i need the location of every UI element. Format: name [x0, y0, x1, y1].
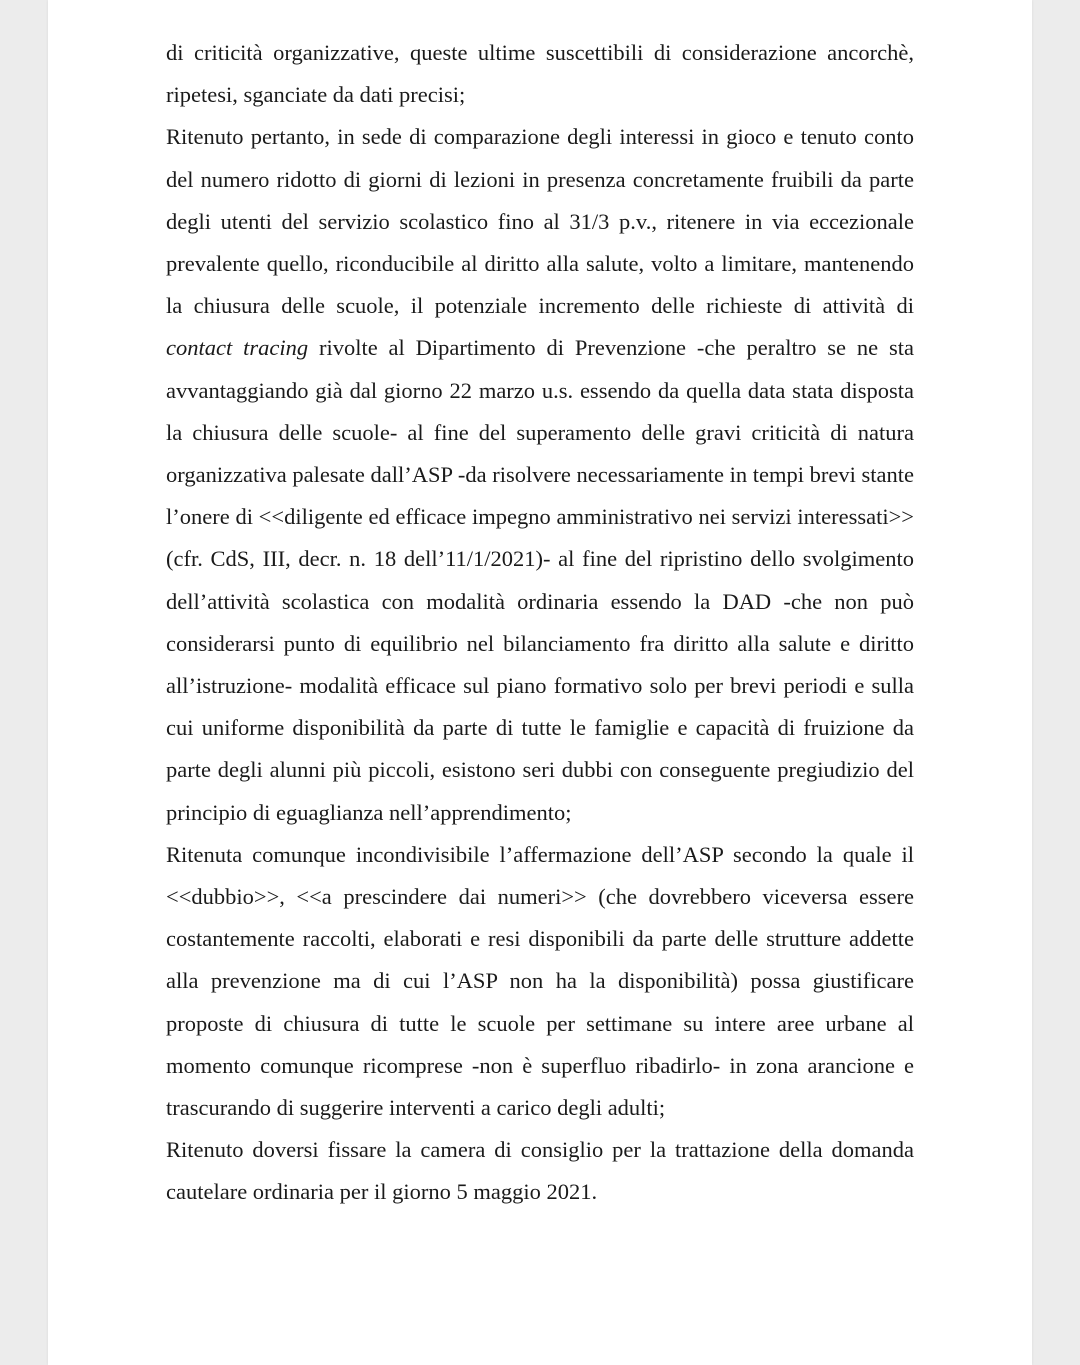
paragraph-2-text-after: rivolte al Dipartimento di Prevenzione -che peraltro se ne sta avvantaggiando già dal giorno 22 marzo u.s. essendo da quella data stata disposta la chiusura delle scuole- al fine del superamento delle gravi criticità di natura organizzativa palesate dall’ASP -da risolvere necessariamente in tempi brevi stante l’onere di <<diligente ed efficace impegno amministrativo nei servizi interessati>> (cfr. CdS, III, decr. n. 18 dell’11/1/2021)- al fine del ripristino dello svolgimento dell’attività scolastica con modalità ordinaria essendo la DAD -che non può considerarsi punto di equilibrio nel bilanciamento fra diritto alla salute e diritto all’istruzione- modalità efficace sul piano formativo solo per brevi periodi e sulla cui uniforme disponibilità da parte di tutte le famiglie e capacità di fruizione da parte degli alunni più piccoli, esistono seri dubbi con conseguente pregiudizio del principio di eguaglianza nell’apprendimento; — [166, 335, 914, 825]
paragraph-1: di criticità organizzative, queste ultime suscettibili di considerazione ancorchè, ripetesi, sganciate da dati precisi; — [166, 40, 914, 108]
paragraph-2-text-before: Ritenuto pertanto, in sede di comparazione degli interessi in gioco e tenuto conto del numero ridotto di giorni di lezioni in presenza concretamente fruibili da parte degli utenti del servizio scolastico fino al 31/3 p.v., ritenere in via eccezionale prevalente quello, riconducibile al diritto alla salute, volto a limitare, mantenendo la chiusura delle scuole, il potenziale incremento delle richieste di attività di — [166, 124, 914, 319]
document-page — [48, 0, 1032, 1365]
document-body — [166, 32, 914, 1214]
italic-term-contact-tracing: contact tracing — [166, 335, 309, 361]
paragraph-2 — [166, 116, 914, 833]
paragraph-4: Ritenuto doversi fissare la camera di consiglio per la trattazione della domanda cautelare ordinaria per il giorno 5 maggio 2021. — [166, 1137, 914, 1205]
paragraph-3: Ritenuta comunque incondivisibile l’affermazione dell’ASP secondo la quale il <<dubbio>>, <<a prescindere dai numeri>> (che dovrebbero viceversa essere costantemente raccolti, elaborati e resi disponibili da parte delle strutture addette alla prevenzione ma di cui l’ASP non ha la disponibilità) possa giustificare proposte di chiusura di tutte le scuole per settimane su intere aree urbane al momento comunque ricomprese -non è superfluo ribadirlo- in zona arancione e trascurando di suggerire interventi a carico degli adulti; — [166, 841, 914, 1121]
